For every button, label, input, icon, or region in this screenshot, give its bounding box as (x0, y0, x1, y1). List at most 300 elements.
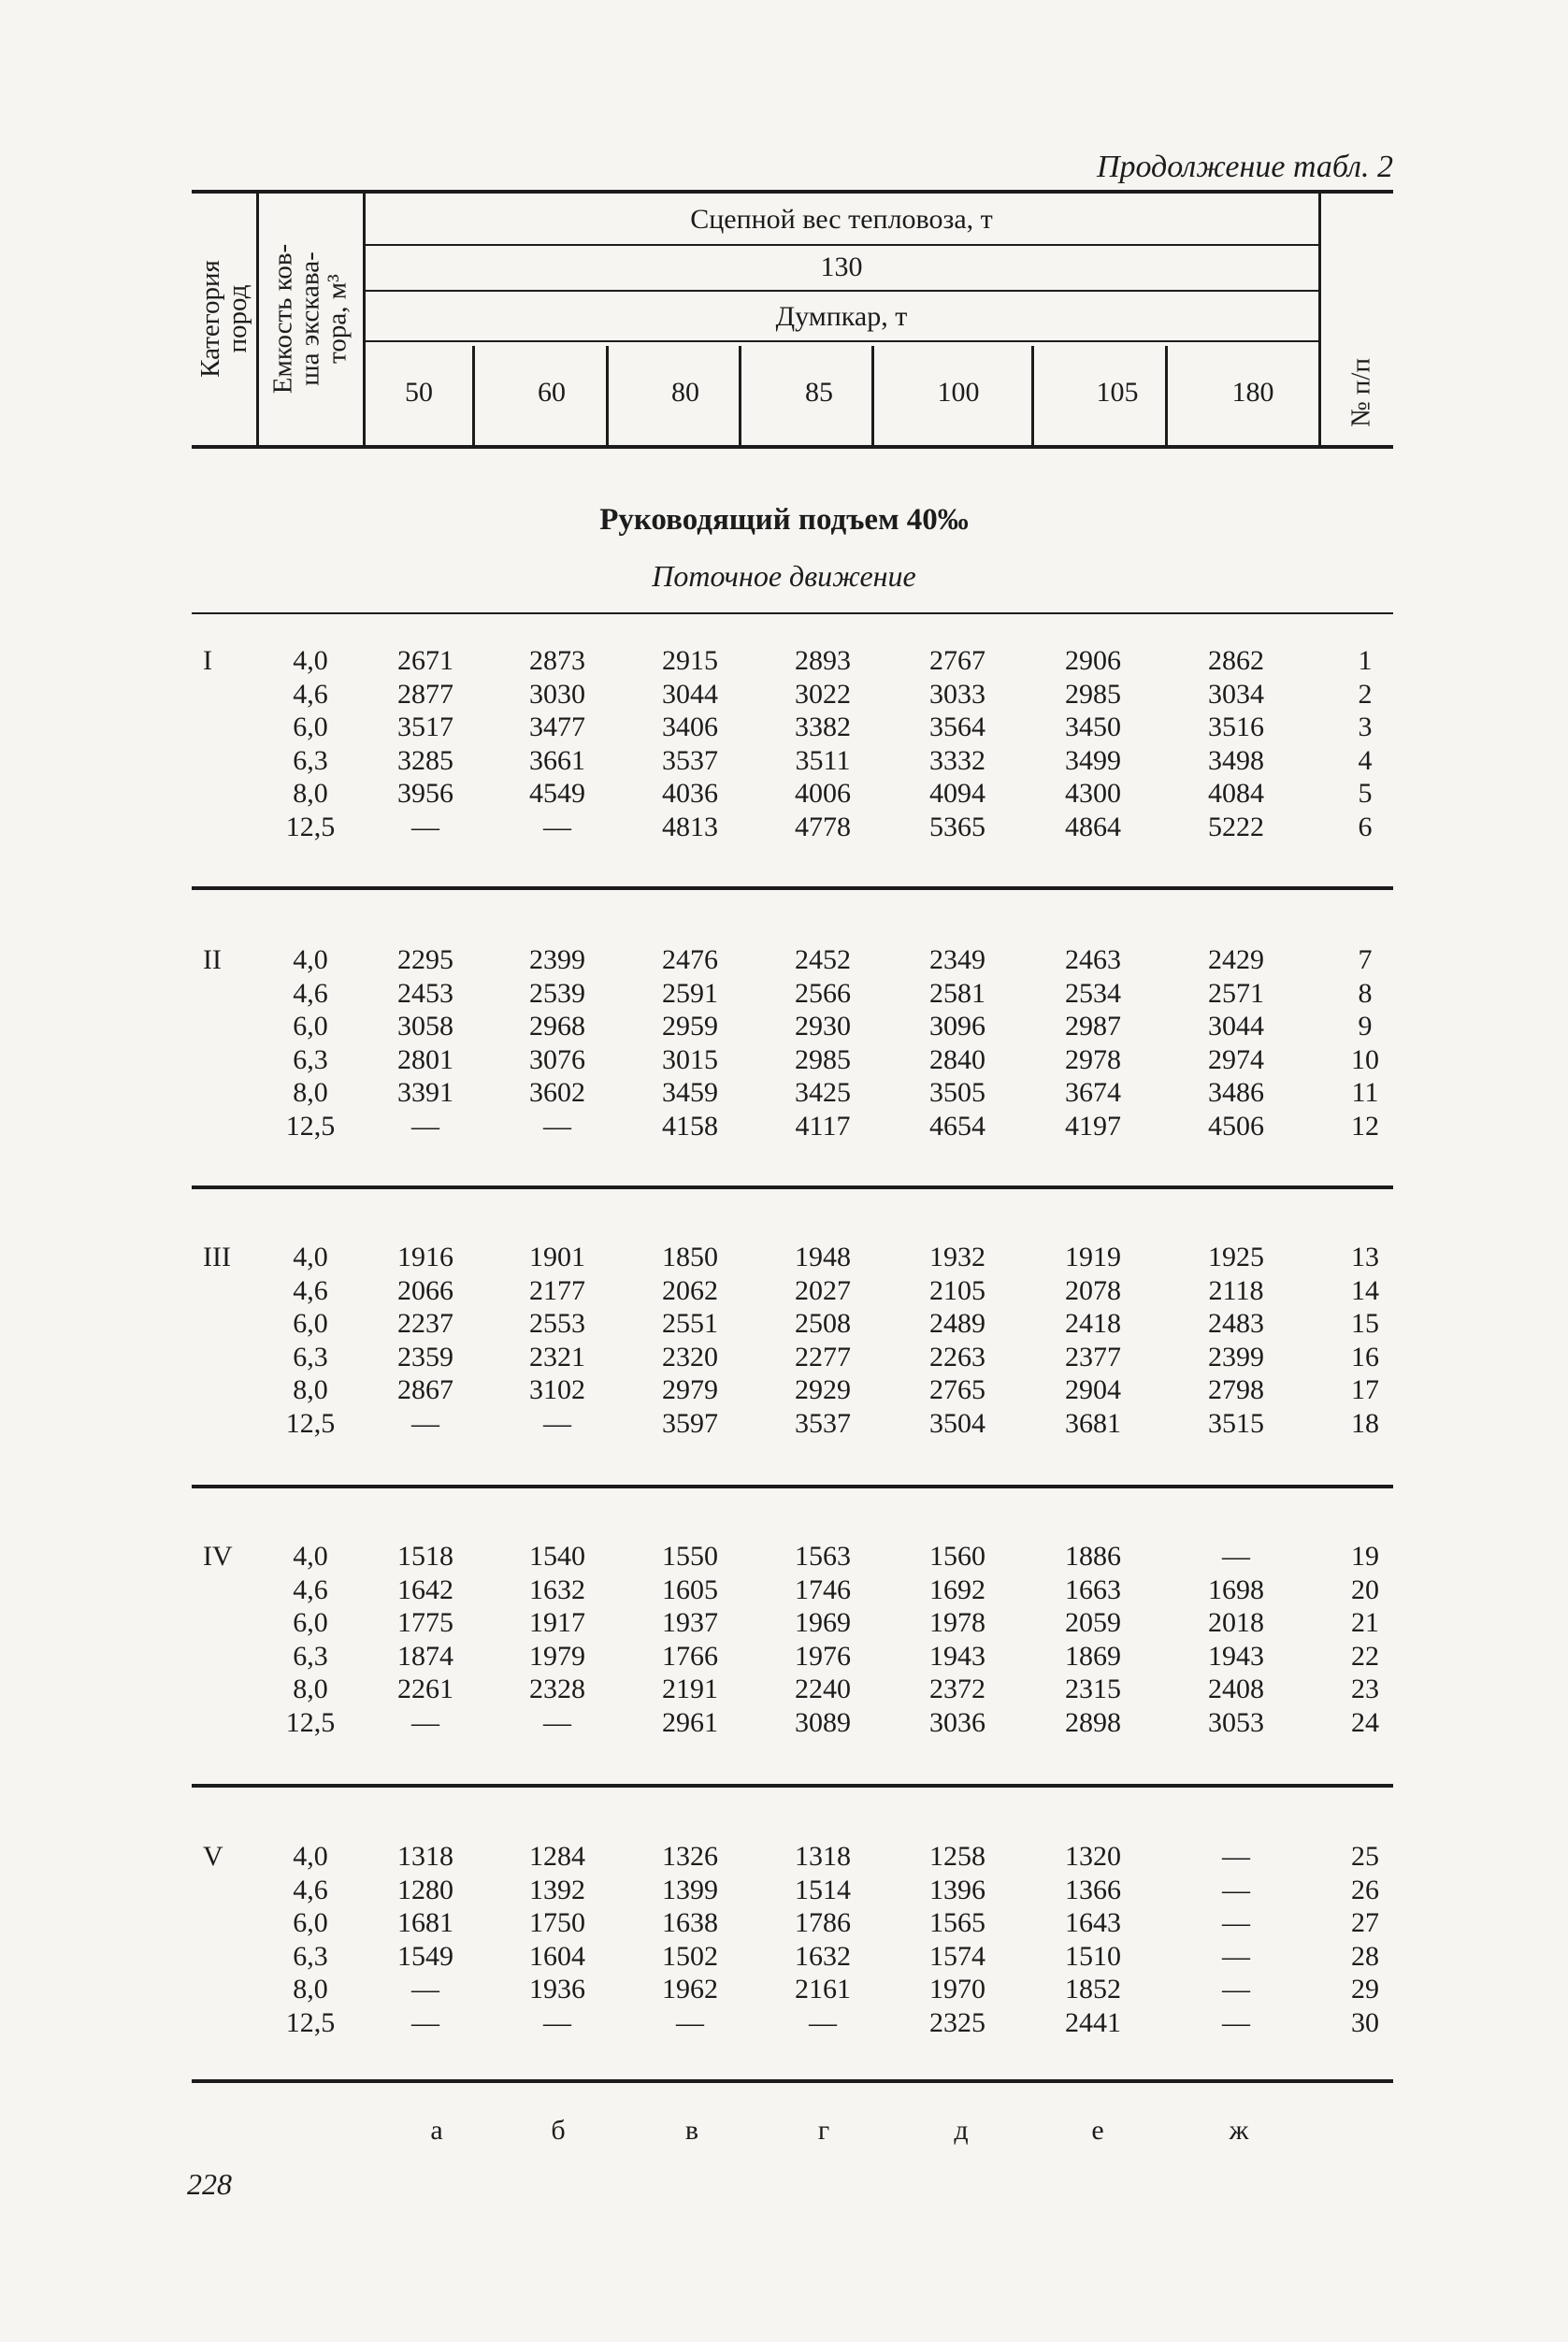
value-cell: 2418 (1065, 1308, 1121, 1339)
dumpcar-divider (1165, 346, 1168, 445)
value-cell: 3477 (529, 711, 585, 742)
value-cell: 1549 (397, 1940, 453, 1972)
value-cell: 2452 (795, 944, 851, 975)
value-cell: 2987 (1065, 1011, 1121, 1042)
dumpcar-value: 105 (1096, 377, 1139, 408)
bucket-capacity-cell: 4,0 (293, 645, 328, 676)
bucket-capacity-cell: 12,5 (285, 1110, 336, 1142)
value-cell: 2489 (929, 1308, 985, 1339)
value-cell: 3030 (529, 678, 585, 710)
value-cell: 3516 (1208, 711, 1264, 742)
value-cell: — (1222, 1974, 1250, 2004)
value-cell: 1766 (662, 1640, 718, 1672)
bucket-capacity-cell: 6,0 (293, 1308, 328, 1339)
row-number-cell: 18 (1351, 1407, 1379, 1439)
value-cell: 3406 (662, 711, 718, 742)
value-cell: 3391 (397, 1077, 453, 1108)
value-cell: 1392 (529, 1874, 585, 1905)
dumpcar-divider (606, 346, 609, 445)
value-cell: 3102 (529, 1374, 585, 1405)
value-cell: 3499 (1065, 744, 1121, 776)
value-cell: 2062 (662, 1274, 718, 1306)
bucket-capacity-cell: 4,0 (293, 1242, 328, 1272)
row-number-cell: 23 (1351, 1674, 1379, 1704)
row-number-cell: 11 (1351, 1077, 1379, 1108)
header-top-rule (192, 190, 1393, 194)
value-cell: 2177 (529, 1274, 585, 1306)
value-cell: 2873 (529, 645, 585, 676)
value-cell: 4864 (1065, 811, 1121, 842)
value-cell: 3015 (662, 1043, 718, 1075)
row-number-cell: 14 (1351, 1274, 1379, 1306)
value-cell: 1258 (929, 1841, 985, 1872)
value-cell: 2118 (1208, 1274, 1264, 1306)
value-cell: 3564 (929, 711, 985, 742)
value-cell: 3058 (397, 1011, 453, 1042)
value-cell: 2463 (1065, 944, 1121, 975)
value-cell: 3022 (795, 678, 851, 710)
value-cell: 1979 (529, 1640, 585, 1672)
value-cell: 4094 (929, 778, 985, 809)
dumpcar-value: 60 (538, 377, 566, 408)
bucket-capacity-cell: 8,0 (293, 1974, 328, 2004)
value-cell: 4117 (795, 1110, 851, 1142)
value-cell: 5365 (929, 811, 985, 842)
value-cell: 2240 (795, 1674, 851, 1704)
row-number-cell: 5 (1358, 778, 1373, 809)
value-cell: 2978 (1065, 1043, 1121, 1075)
value-cell: — (676, 2006, 704, 2038)
value-cell: 2441 (1065, 2006, 1121, 2038)
value-cell: 1775 (397, 1607, 453, 1638)
value-cell: 2476 (662, 944, 718, 975)
value-cell: 1936 (529, 1974, 585, 2004)
value-cell: 4006 (795, 778, 851, 809)
value-cell: 3956 (397, 778, 453, 809)
bucket-capacity-cell: 4,6 (293, 1874, 328, 1905)
row-number-cell: 1 (1358, 645, 1373, 676)
value-cell: 1917 (529, 1607, 585, 1638)
bucket-capacity-cell: 6,3 (293, 744, 328, 776)
row-number-cell: 22 (1351, 1640, 1379, 1672)
value-cell: — (411, 1974, 439, 2004)
value-cell: 3661 (529, 744, 585, 776)
value-cell: 2161 (795, 1974, 851, 2004)
group-rule (192, 2079, 1393, 2083)
value-cell: 3504 (929, 1407, 985, 1439)
header-dumpcar: Думпкар, т (775, 301, 908, 332)
value-cell: 2671 (397, 645, 453, 676)
value-cell: 1502 (662, 1940, 718, 1972)
value-cell: 1750 (529, 1907, 585, 1938)
row-number-cell: 12 (1351, 1110, 1379, 1142)
dumpcar-value: 100 (937, 377, 980, 408)
value-cell: 1681 (397, 1907, 453, 1938)
value-cell: 1943 (1208, 1640, 1264, 1672)
value-cell: 3450 (1065, 711, 1121, 742)
value-cell: 2359 (397, 1341, 453, 1372)
value-cell: 3498 (1208, 744, 1264, 776)
row-number-cell: 3 (1358, 711, 1373, 742)
value-cell: — (809, 2006, 837, 2038)
value-cell: 2377 (1065, 1341, 1121, 1372)
bucket-capacity-cell: 8,0 (293, 1077, 328, 1108)
value-cell: 1642 (397, 1573, 453, 1605)
value-cell: 2408 (1208, 1674, 1264, 1704)
value-cell: 2904 (1065, 1374, 1121, 1405)
value-cell: 2798 (1208, 1374, 1264, 1405)
column-letter: е (1091, 2115, 1104, 2146)
row-number-cell: 8 (1358, 977, 1373, 1009)
value-cell: — (411, 1407, 439, 1439)
value-cell: 4549 (529, 778, 585, 809)
value-cell: 3602 (529, 1077, 585, 1108)
column-letter: ж (1229, 2115, 1249, 2146)
value-cell: 2867 (397, 1374, 453, 1405)
value-cell: — (543, 1706, 571, 1738)
header-category: Категория пород (195, 260, 252, 378)
value-cell: — (411, 1110, 439, 1142)
value-cell: 3096 (929, 1011, 985, 1042)
row-number-cell: 15 (1351, 1308, 1379, 1339)
row-number-cell: 24 (1351, 1706, 1379, 1738)
group-rule (192, 612, 1393, 614)
value-cell: 4778 (795, 811, 851, 842)
value-cell: 2534 (1065, 977, 1121, 1009)
value-cell: 3053 (1208, 1706, 1264, 1738)
value-cell: 1550 (662, 1541, 718, 1572)
value-cell: — (543, 2006, 571, 2038)
row-number-cell: 17 (1351, 1374, 1379, 1405)
row-number-cell: 13 (1351, 1242, 1379, 1272)
value-cell: 2483 (1208, 1308, 1264, 1339)
value-cell: 1698 (1208, 1573, 1264, 1605)
value-cell: 2968 (529, 1011, 585, 1042)
dumpcar-value: 180 (1231, 377, 1274, 408)
dumpcar-value: 80 (671, 377, 699, 408)
value-cell: 4654 (929, 1110, 985, 1142)
value-cell: — (411, 811, 439, 842)
value-cell: 1514 (795, 1874, 851, 1905)
row-number-cell: 2 (1358, 678, 1373, 710)
value-cell: 2571 (1208, 977, 1264, 1009)
value-cell: 3674 (1065, 1077, 1121, 1108)
value-cell: 1786 (795, 1907, 851, 1938)
header-inner-rule (366, 244, 1318, 246)
value-cell: 1518 (397, 1541, 453, 1572)
value-cell: 2453 (397, 977, 453, 1009)
value-cell: 1632 (795, 1940, 851, 1972)
value-cell: — (411, 2006, 439, 2038)
bucket-capacity-cell: 12,5 (285, 2006, 336, 2038)
column-letter: б (551, 2115, 566, 2146)
header-divider (256, 194, 259, 445)
value-cell: 1663 (1065, 1573, 1121, 1605)
bucket-capacity-cell: 4,0 (293, 1841, 328, 1872)
dumpcar-divider (739, 346, 741, 445)
value-cell: 2539 (529, 977, 585, 1009)
value-cell: 2027 (795, 1274, 851, 1306)
value-cell: 2979 (662, 1374, 718, 1405)
value-cell: 1852 (1065, 1974, 1121, 2004)
dumpcar-divider (472, 346, 475, 445)
category-label: V (203, 1841, 223, 1872)
bucket-capacity-cell: 6,0 (293, 1011, 328, 1042)
value-cell: 2959 (662, 1011, 718, 1042)
value-cell: 1850 (662, 1242, 718, 1272)
value-cell: — (543, 1407, 571, 1439)
value-cell: 2372 (929, 1674, 985, 1704)
value-cell: 3537 (662, 744, 718, 776)
value-cell: 2325 (929, 2006, 985, 2038)
bucket-capacity-cell: 6,0 (293, 1907, 328, 1938)
value-cell: 3033 (929, 678, 985, 710)
value-cell: — (1222, 1874, 1250, 1905)
value-cell: 4506 (1208, 1110, 1264, 1142)
bucket-capacity-cell: 8,0 (293, 778, 328, 809)
value-cell: — (543, 811, 571, 842)
bucket-capacity-cell: 8,0 (293, 1674, 328, 1704)
value-cell: 1565 (929, 1907, 985, 1938)
value-cell: 2295 (397, 944, 453, 975)
bucket-capacity-cell: 6,3 (293, 1940, 328, 1972)
value-cell: 3076 (529, 1043, 585, 1075)
column-letter: г (817, 2115, 830, 2146)
value-cell: 3459 (662, 1077, 718, 1108)
value-cell: 1948 (795, 1242, 851, 1272)
value-cell: 1746 (795, 1573, 851, 1605)
value-cell: 2906 (1065, 645, 1121, 676)
row-number-cell: 28 (1351, 1940, 1379, 1972)
value-cell: 3425 (795, 1077, 851, 1108)
value-cell: 2767 (929, 645, 985, 676)
value-cell: 2237 (397, 1308, 453, 1339)
value-cell: 1692 (929, 1573, 985, 1605)
header-bucket-capacity: Емкость ков- ша экскава- тора, м³ (267, 243, 352, 395)
row-number-cell: 25 (1351, 1841, 1379, 1872)
value-cell: 2893 (795, 645, 851, 676)
value-cell: 2898 (1065, 1706, 1121, 1738)
row-number-cell: 19 (1351, 1541, 1379, 1572)
column-letter: а (430, 2115, 443, 2146)
value-cell: 1962 (662, 1974, 718, 2004)
bucket-capacity-cell: 4,0 (293, 1541, 328, 1572)
category-label: III (203, 1242, 231, 1272)
value-cell: 2840 (929, 1043, 985, 1075)
value-cell: 4084 (1208, 778, 1264, 809)
value-cell: 3511 (795, 744, 851, 776)
value-cell: 1540 (529, 1541, 585, 1572)
row-number-cell: 10 (1351, 1043, 1379, 1075)
bucket-capacity-cell: 6,0 (293, 711, 328, 742)
value-cell: 3285 (397, 744, 453, 776)
category-label: IV (203, 1541, 233, 1572)
value-cell: 1638 (662, 1907, 718, 1938)
bucket-capacity-cell: 4,0 (293, 944, 328, 975)
group-rule (192, 1185, 1393, 1189)
value-cell: 3089 (795, 1706, 851, 1738)
value-cell: 1976 (795, 1640, 851, 1672)
value-cell: 3044 (1208, 1011, 1264, 1042)
category-label: I (203, 645, 212, 676)
value-cell: 1901 (529, 1242, 585, 1272)
row-number-cell: 16 (1351, 1341, 1379, 1372)
column-letter: д (954, 2115, 969, 2146)
value-cell: 1326 (662, 1841, 718, 1872)
value-cell: 2429 (1208, 944, 1264, 975)
value-cell: 2078 (1065, 1274, 1121, 1306)
value-cell: 2566 (795, 977, 851, 1009)
value-cell: 4036 (662, 778, 718, 809)
bucket-capacity-cell: 4,6 (293, 1274, 328, 1306)
value-cell: 4158 (662, 1110, 718, 1142)
value-cell: 1919 (1065, 1242, 1121, 1272)
value-cell: 2553 (529, 1308, 585, 1339)
bucket-capacity-cell: 12,5 (285, 1407, 336, 1439)
value-cell: 2591 (662, 977, 718, 1009)
value-cell: 2320 (662, 1341, 718, 1372)
value-cell: 2985 (795, 1043, 851, 1075)
value-cell: 1932 (929, 1242, 985, 1272)
row-number-cell: 4 (1358, 744, 1373, 776)
dumpcar-value: 50 (405, 377, 433, 408)
value-cell: 2974 (1208, 1043, 1264, 1075)
value-cell: — (411, 1706, 439, 1738)
value-cell: 1869 (1065, 1640, 1121, 1672)
bucket-capacity-cell: 4,6 (293, 977, 328, 1009)
row-number-cell: 20 (1351, 1573, 1379, 1605)
group-rule (192, 886, 1393, 890)
value-cell: 3517 (397, 711, 453, 742)
value-cell: 1937 (662, 1607, 718, 1638)
bucket-capacity-cell: 4,6 (293, 678, 328, 710)
value-cell: 3044 (662, 678, 718, 710)
value-cell: 2059 (1065, 1607, 1121, 1638)
header-row-number: № п/п (1345, 357, 1376, 428)
header-inner-rule (366, 290, 1318, 292)
bucket-capacity-cell: 12,5 (285, 811, 336, 842)
row-number-cell: 6 (1358, 811, 1373, 842)
row-number-cell: 30 (1351, 2006, 1379, 2038)
bucket-capacity-cell: 6,3 (293, 1640, 328, 1672)
column-letter: в (684, 2115, 699, 2146)
value-cell: 2929 (795, 1374, 851, 1405)
header-bottom-rule (192, 445, 1393, 449)
value-cell: 2399 (529, 944, 585, 975)
value-cell: 1366 (1065, 1874, 1121, 1905)
continuation-label: Продолжение табл. 2 (1096, 150, 1393, 184)
bucket-capacity-cell: 6,3 (293, 1341, 328, 1372)
value-cell: 1970 (929, 1974, 985, 2004)
value-cell: 1943 (929, 1640, 985, 1672)
category-label: II (203, 944, 222, 975)
value-cell: 2985 (1065, 678, 1121, 710)
value-cell: 1632 (529, 1573, 585, 1605)
bucket-capacity-cell: 4,6 (293, 1573, 328, 1605)
value-cell: 2915 (662, 645, 718, 676)
section-title: Руководящий подъем 40‰ (599, 503, 969, 537)
value-cell: 2191 (662, 1674, 718, 1704)
value-cell: 1320 (1065, 1841, 1121, 1872)
bucket-capacity-cell: 6,3 (293, 1043, 328, 1075)
value-cell: 1969 (795, 1607, 851, 1638)
value-cell: 2508 (795, 1308, 851, 1339)
header-traction-weight: Сцепной вес тепловоза, т (690, 204, 993, 235)
value-cell: 2321 (529, 1341, 585, 1372)
dumpcar-divider (1031, 346, 1034, 445)
value-cell: 3681 (1065, 1407, 1121, 1439)
value-cell: — (1222, 1940, 1250, 1972)
value-cell: 5222 (1208, 811, 1264, 842)
value-cell: 2066 (397, 1274, 453, 1306)
value-cell: — (1222, 2006, 1250, 2038)
header-traction-value: 130 (820, 251, 863, 282)
value-cell: 2105 (929, 1274, 985, 1306)
value-cell: 2349 (929, 944, 985, 975)
value-cell: 2328 (529, 1674, 585, 1704)
group-rule (192, 1485, 1393, 1488)
value-cell: 4300 (1065, 778, 1121, 809)
value-cell: 1916 (397, 1242, 453, 1272)
value-cell: — (1222, 1841, 1250, 1872)
bucket-capacity-cell: 8,0 (293, 1374, 328, 1405)
value-cell: 1925 (1208, 1242, 1264, 1272)
value-cell: 2315 (1065, 1674, 1121, 1704)
value-cell: 2930 (795, 1011, 851, 1042)
value-cell: 3332 (929, 744, 985, 776)
value-cell: 1874 (397, 1640, 453, 1672)
value-cell: 4197 (1065, 1110, 1121, 1142)
value-cell: 2551 (662, 1308, 718, 1339)
value-cell: 2801 (397, 1043, 453, 1075)
page-number: 228 (187, 2167, 232, 2201)
header-inner-rule (366, 340, 1318, 342)
group-rule (192, 1784, 1393, 1788)
row-number-cell: 9 (1358, 1011, 1373, 1042)
header-divider (1318, 194, 1321, 445)
value-cell: 2261 (397, 1674, 453, 1704)
value-cell: 1643 (1065, 1907, 1121, 1938)
row-number-cell: 21 (1351, 1607, 1379, 1638)
value-cell: 1886 (1065, 1541, 1121, 1572)
bucket-capacity-cell: 6,0 (293, 1607, 328, 1638)
value-cell: 1510 (1065, 1940, 1121, 1972)
value-cell: 3486 (1208, 1077, 1264, 1108)
value-cell: 2862 (1208, 645, 1264, 676)
value-cell: — (1222, 1541, 1250, 1572)
value-cell: 1978 (929, 1607, 985, 1638)
value-cell: 1280 (397, 1874, 453, 1905)
value-cell: 3597 (662, 1407, 718, 1439)
value-cell: 2581 (929, 977, 985, 1009)
value-cell: 2877 (397, 678, 453, 710)
value-cell: 2961 (662, 1706, 718, 1738)
value-cell: 2277 (795, 1341, 851, 1372)
value-cell: 3515 (1208, 1407, 1264, 1439)
value-cell: 4813 (662, 811, 718, 842)
value-cell: 1284 (529, 1841, 585, 1872)
value-cell: 1604 (529, 1940, 585, 1972)
value-cell: 3505 (929, 1077, 985, 1108)
value-cell: 3382 (795, 711, 851, 742)
value-cell: 1396 (929, 1874, 985, 1905)
bucket-capacity-cell: 12,5 (285, 1706, 336, 1738)
value-cell: 2263 (929, 1341, 985, 1372)
dumpcar-divider (871, 346, 874, 445)
value-cell: 2399 (1208, 1341, 1264, 1372)
value-cell: 1399 (662, 1874, 718, 1905)
value-cell: 3036 (929, 1706, 985, 1738)
